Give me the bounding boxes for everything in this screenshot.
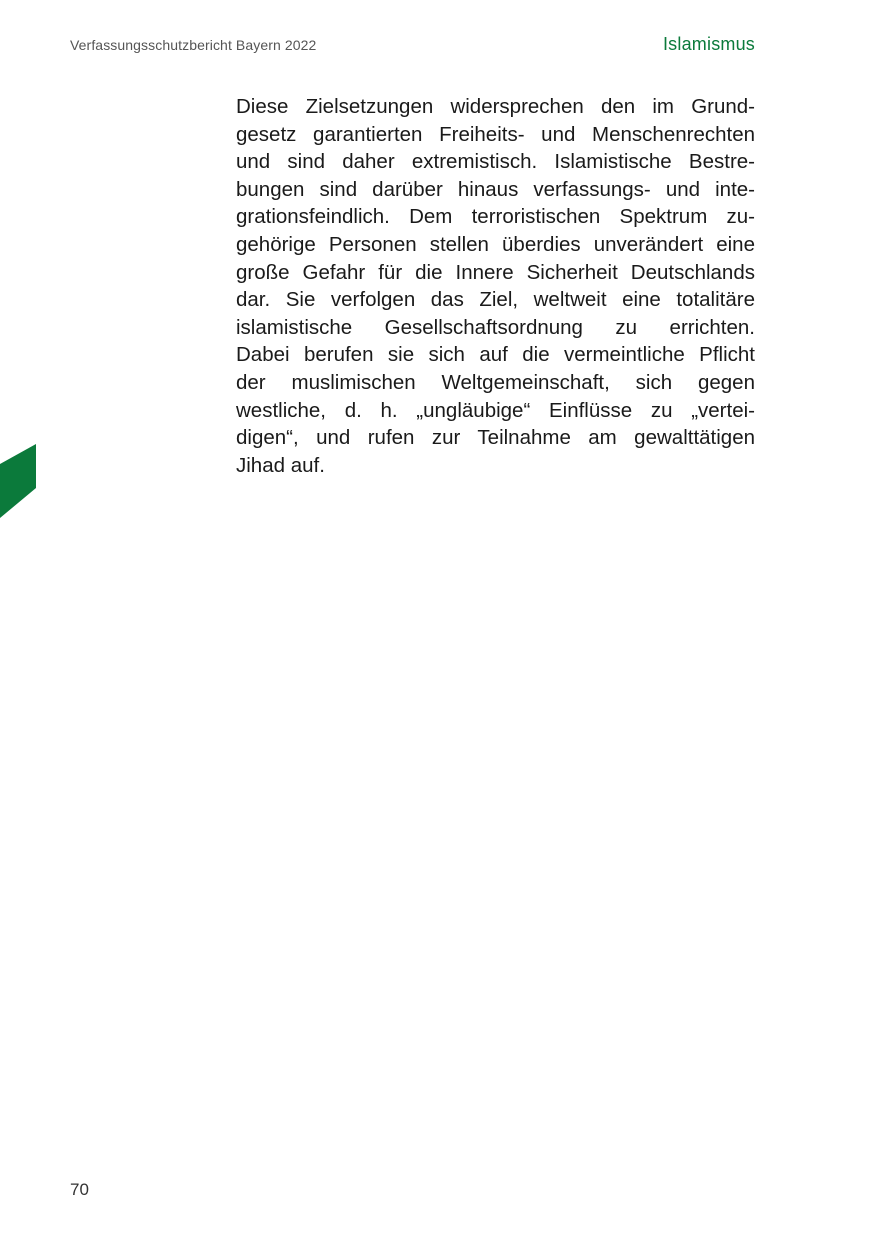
- paragraph-line: gehörige Personen stellen überdies unverändert eine: [236, 232, 755, 256]
- paragraph-line: der muslimischen Weltgemeinschaft, sich gegen: [236, 370, 755, 394]
- chapter-tab-marker-icon: [0, 444, 36, 518]
- page-number: 70: [70, 1180, 89, 1199]
- section-title: Islamismus: [662, 34, 755, 54]
- paragraph-line: westliche, d. h. „ungläubige“ Einflüsse zu „vertei-: [236, 398, 755, 422]
- publication-title: Verfassungsschutzbericht Bayern 2022: [70, 37, 317, 53]
- paragraph-line: islamistische Gesellschaftsordnung zu errichten.: [236, 315, 755, 339]
- paragraph-line: digen“, und rufen zur Teilnahme am gewalttätigen: [236, 426, 755, 450]
- paragraph-line: Dabei berufen sie sich auf die vermeintliche Pflicht: [236, 343, 755, 367]
- paragraph-line: bungen sind darüber hinaus verfassungs- und inte-: [236, 177, 755, 201]
- paragraph-line: und sind daher extremistisch. Islamistische Bestre-: [236, 150, 755, 174]
- paragraph-line: Jihad auf.: [236, 453, 325, 477]
- body-paragraph: [236, 93, 755, 479]
- paragraph-line: dar. Sie verfolgen das Ziel, weltweit eine totalitäre: [236, 288, 755, 312]
- paragraph-line: gesetz garantierten Freiheits- und Menschenrechten: [236, 122, 755, 146]
- paragraph-line: Diese Zielsetzungen widersprechen den im Grund-: [236, 95, 755, 118]
- paragraph-line: große Gefahr für die Innere Sicherheit Deutschlands: [236, 260, 755, 284]
- paragraph-line: grationsfeindlich. Dem terroristischen Spektrum zu-: [236, 205, 755, 229]
